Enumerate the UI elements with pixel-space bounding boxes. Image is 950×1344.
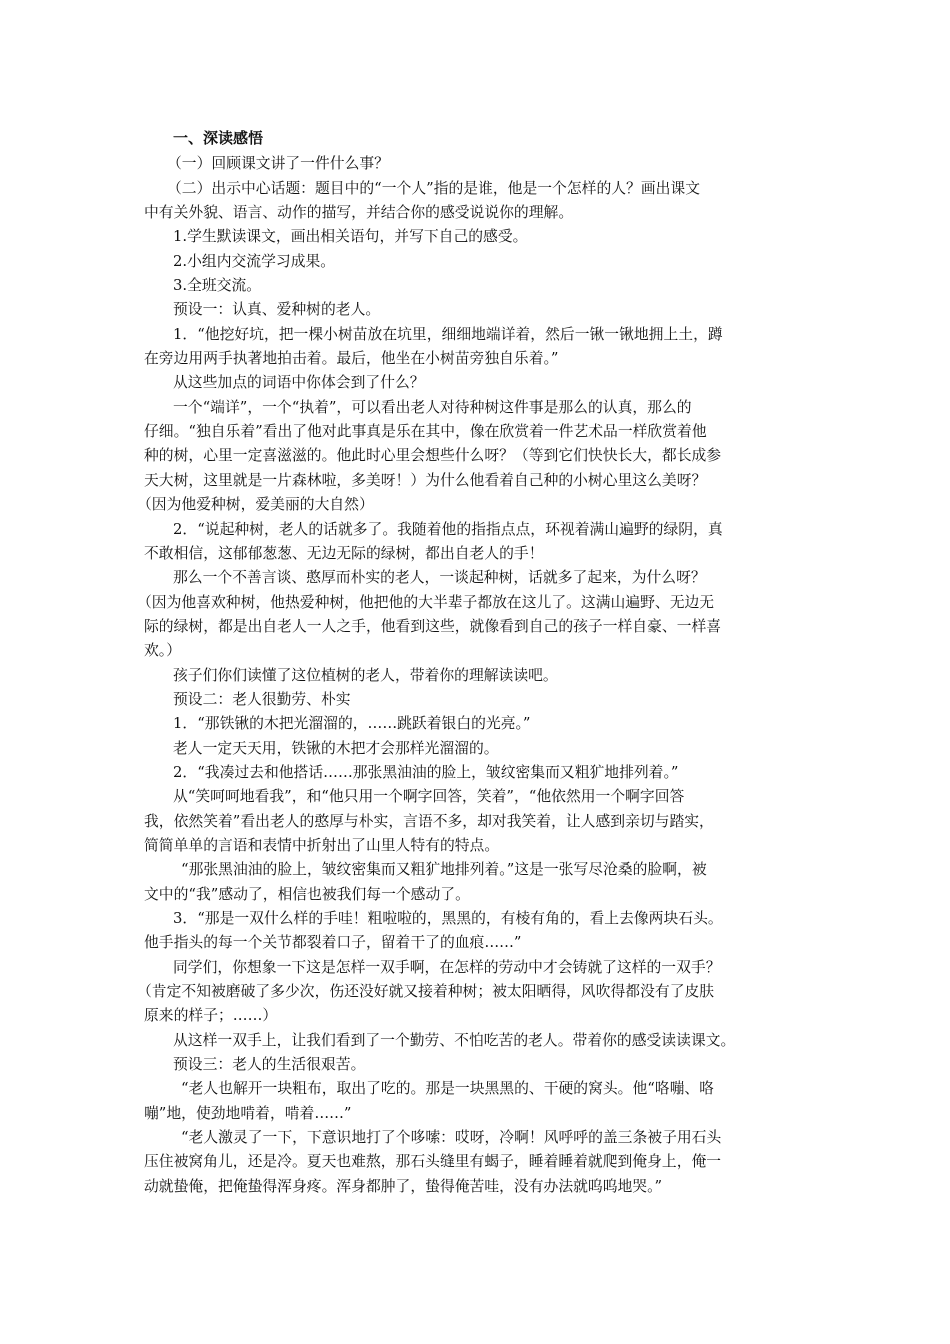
paragraph — [173, 1029, 813, 1053]
text-line: 预设三：老人的生活很艰苦。 — [173, 1056, 366, 1074]
text-line: 一个“端详”，一个“执着”，可以看出老人对待种树这件事是那么的认真，那么的 — [173, 398, 692, 416]
paragraph — [144, 177, 813, 226]
text-line: 1．“那铁锹的木把光溜溜的，……跳跃着银白的光亮。” — [173, 715, 531, 733]
paragraph — [173, 371, 813, 395]
paragraph — [173, 225, 813, 249]
paragraph — [173, 1053, 813, 1077]
text-line: 天大树，这里就是一片森林啦，多美呀！）为什么他看着自己种的小树心里这么美呀？ — [144, 471, 707, 489]
text-line: 际的绿树，都是出自老人一人之手，他看到这些，就像看到自己的孩子一样自豪、一样喜 — [144, 617, 722, 635]
section-heading: 一、深读感悟 — [173, 129, 264, 147]
text-line: 2.小组内交流学习成果。 — [173, 252, 336, 270]
text-line: 同学们，你想象一下这是怎样一双手啊，在怎样的劳动中才会铸就了这样的一双手？ — [173, 958, 721, 976]
paragraph — [144, 858, 813, 907]
text-line: （因为他喜欢种树，他热爱种树，他把他的大半辈子都放在这儿了。这满山遍野、无边无 — [137, 593, 715, 611]
text-line: （一）回顾课文讲了一件什么事？ — [167, 155, 389, 173]
text-line: 从这样一双手上，让我们看到了一个勤劳、不怕吃苦的老人。带着你的感受读读课文。 — [173, 1031, 736, 1049]
text-line: “那张黑油油的脸上，皱纹密集而又粗犷地排列着。”这是一张写尽沧桑的脸啊，被 — [181, 861, 707, 879]
paragraph — [137, 566, 813, 663]
paragraph — [173, 274, 813, 298]
text-line: 原来的样子；……） — [144, 1007, 278, 1025]
text-line: 嘣”地，使劲地啃着，啃着……” — [144, 1104, 352, 1122]
paragraph — [173, 761, 813, 785]
text-line: 2．“我凑过去和他搭话……那张黑油油的脸上，皱纹密集而又粗犷地排列着。” — [173, 763, 679, 781]
text-line: 不敢相信，这郁郁葱葱、无边无际的绿树，都出自老人的手！ — [144, 544, 544, 562]
document-page — [137, 128, 813, 1199]
text-line: 种的树，心里一定喜滋滋的。他此时心里会想些什么呀？（等到它们快快长大，都长成参 — [144, 447, 722, 465]
text-line: “老人也解开一块粗布，取出了吃的。那是一块黑黑的、干硬的窝头。他“咯嘣、咯 — [181, 1080, 715, 1098]
paragraph — [173, 664, 813, 688]
text-line: 3．“那是一双什么样的手哇！粗啦啦的，黑黑的，有棱有角的，看上去像两块石头。 — [173, 910, 723, 927]
paragraph — [144, 1126, 813, 1199]
text-line: 3.全班交流。 — [173, 277, 262, 295]
paragraph — [137, 956, 813, 1029]
text-line: 那么一个不善言谈、憨厚而朴实的老人，一谈起种树，话就多了起来，为什么呀？ — [173, 569, 706, 587]
paragraph — [173, 737, 813, 761]
paragraph — [144, 785, 813, 858]
text-line: 孩子们你们读懂了这位植树的老人，带着你的理解读读吧。 — [173, 666, 558, 684]
paragraph — [173, 688, 813, 712]
paragraph — [144, 907, 813, 956]
paragraph — [137, 396, 813, 518]
text-line: 文中的“我”感动了，相信也被我们每一个感动了。 — [144, 885, 470, 903]
text-line: 预设二：老人很勤劳、朴实 — [173, 690, 351, 708]
text-line: 欢。） — [144, 642, 181, 660]
text-line: 从“笑呵呵地看我”，和“他只用一个啊字回答，笑着”，“他依然用一个啊字回答 — [173, 788, 685, 806]
text-line: 仔细。“独自乐着”看出了他对此事真是乐在其中，像在欣赏着一件艺术品一样欣赏着他 — [144, 423, 707, 441]
text-line: 压住被窝角儿，还是冷。夏天也难熬，那石头缝里有蝎子，睡着睡着就爬到俺身上，俺一 — [144, 1153, 722, 1171]
text-line: 1.学生默读课文，画出相关语句，并写下自己的感受。 — [173, 228, 528, 246]
text-line: （因为他爱种树，爱美丽的大自然） — [137, 496, 374, 514]
paragraph — [144, 323, 813, 372]
paragraph — [173, 298, 813, 322]
text-line: （二）出示中心话题：题目中的“一个人”指的是谁，他是一个怎样的人？画出课文 — [167, 179, 701, 197]
text-line: 从这些加点的词语中你体会到了什么？ — [173, 374, 425, 392]
text-line: 老人一定天天用，铁锹的木把才会那样光溜溜的。 — [173, 739, 499, 757]
text-line: 在旁边用两手执著地拍击着。最后，他坐在小树苗旁独自乐着。” — [144, 350, 559, 368]
text-line: “老人激灵了一下，下意识地打了个哆嗦：哎呀，冷啊！风呼呼的盖三条被子用石头 — [181, 1129, 722, 1147]
text-line: 简简单单的言语和表情中折射出了山里人特有的特点。 — [144, 836, 500, 854]
paragraph — [144, 518, 813, 567]
text-line: 预设一：认真、爱种树的老人。 — [173, 301, 381, 319]
text-line: 动就蛰俺，把俺蛰得浑身疼。浑身都肿了，蛰得俺苦哇，没有办法就呜呜地哭。” — [144, 1177, 663, 1195]
paragraph — [167, 152, 813, 176]
text-line: 他手指头的每一个关节都裂着口子，留着干了的血痕……” — [144, 934, 522, 952]
paragraph — [144, 1077, 813, 1126]
text-line: 中有关外貌、语言、动作的描写，并结合你的感受说说你的理解。 — [144, 204, 574, 222]
text-line: 1．“他挖好坑，把一棵小树苗放在坑里，细细地端详着，然后一锹一锹地拥上土，蹲 — [173, 325, 723, 343]
text-line: 我，依然笑着”看出老人的憨厚与朴实，言语不多，却对我笑着，让人感到亲切与踏实， — [144, 812, 714, 830]
text-line: 2．“说起种树，老人的话就多了。我随着他的指指点点，环视着满山遍野的绿阴，真 — [173, 520, 723, 538]
paragraph — [173, 712, 813, 736]
text-line: （肯定不知被磨破了多少次，伤还没好就又接着种树；被太阳晒得，风吹得都没有了皮肤 — [137, 983, 715, 1001]
paragraph — [173, 250, 813, 274]
document-body — [137, 152, 813, 1199]
